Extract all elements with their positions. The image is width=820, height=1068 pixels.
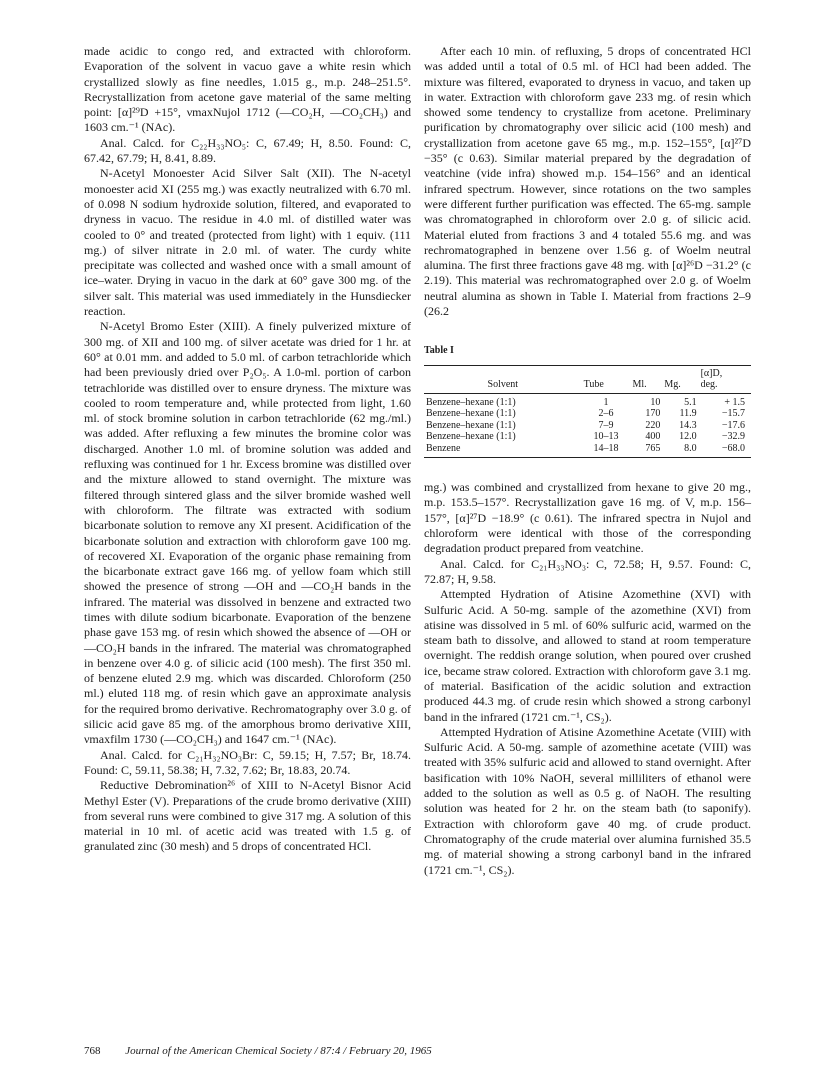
cell-solvent: Benzene–hexane (1:1) bbox=[426, 419, 516, 431]
cell-mg: 12.0 bbox=[679, 431, 697, 443]
table-row bbox=[424, 393, 751, 408]
cell-mg: 5.1 bbox=[684, 396, 697, 408]
col-header-alpha bbox=[699, 365, 751, 393]
cell-ml: 10 bbox=[650, 396, 661, 408]
paragraph: Attempted Hydration of Atisine Azomethine Acetate (VIII) with Sulfuric Acid. A 50-mg. sample of azomethine acetate (VIII) was treated with 35% sulfuric acid and allowed to stand overnight. After basification with 10% NaOH, several milliliters of ethanol were added to the solution as well as 0.5 g. of NaOH. The resulting solution was heated for 2 hr. on the steam bath (to saponify). Extraction with chloroform gave 40 mg. of crude product. Chromatography of the crude material over alumina furnished 35.5 mg. of material showing a strong carbonyl band in the infrared (1721 cm.⁻¹, CS₂). bbox=[424, 724, 751, 877]
left-column bbox=[84, 44, 411, 855]
table-row bbox=[424, 431, 751, 443]
table-row bbox=[424, 420, 751, 432]
right-column bbox=[424, 44, 751, 878]
cell-alpha: −17.6 bbox=[721, 419, 745, 431]
cell-tube: 7–9 bbox=[598, 419, 614, 431]
journal-citation: Journal of the American Chemical Society / 87:4 / February 20, 1965 bbox=[125, 1045, 432, 1057]
col-header-alpha-unit: deg. bbox=[700, 379, 718, 391]
cell-mg: 11.9 bbox=[679, 408, 697, 420]
col-header-tube: Tube bbox=[582, 365, 631, 393]
cell-tube: 1 bbox=[603, 396, 609, 408]
cell-tube: 10–13 bbox=[593, 431, 619, 443]
cell-solvent: Benzene bbox=[426, 442, 461, 454]
cell-mg: 14.3 bbox=[679, 419, 697, 431]
cell-solvent: Benzene–hexane (1:1) bbox=[426, 408, 516, 420]
paragraph: N-Acetyl Monoester Acid Silver Salt (XII). The N-acetyl monoester acid XI (255 mg.) was exactly neutralized with 6.70 ml. of 0.098 N sodium hydroxide solution, filtered, and evaporated to dryness in vacuo. The residue in 4.0 ml. of distilled water was cooled to 0° and treated (protected from light) with 1 equiv. (111 mg.) of silver nitrate in 2.0 ml. of water. The curdy white precipitate was collected and washed once with a small amount of ice–water. Drying in vacuo in the dark at 60° gave 300 mg. of the silver salt. This material was used immediately in the Hunsdiecker reaction. bbox=[84, 166, 411, 319]
paragraph: made acidic to congo red, and extracted with chloroform. Evaporation of the solvent in vacuo gave a white resin which crystallized slowly as fine needles, 1.015 g., m.p. 248–251.5°. Recrystallization from acetone gave material of the same melting point: [α]²⁹D +15°, νmaxNujol 1712 (—CO₂H, —CO₂CH₃) and 1603 cm.⁻¹ (NAc). bbox=[84, 44, 411, 135]
cell-alpha: −15.7 bbox=[721, 408, 745, 420]
paragraph: Attempted Hydration of Atisine Azomethine (XVI) with Sulfuric Acid. A 50-mg. sample of the azomethine (XVI) from atisine was dissolved in 5 ml. of 60% sulfuric acid, warmed on the steam bath to dissolve, and allowed to stand at room temperature overnight. The reddish orange solution, when poured over crushed ice, became straw colored. Extraction with chloroform gave 3.1 mg. of material. Basification of the acidic solution and extraction produced 44.3 mg. of crude resin which showed a strong carbonyl band in the infrared (1721 cm.⁻¹, CS₂). bbox=[424, 587, 751, 724]
paragraph: Reductive Debromination²⁶ of XIII to N-Acetyl Bisnor Acid Methyl Ester (V). Preparations of the crude bromo derivative (XIII) from several runs were combined to give 317 mg. A solution of this material in 10 ml. of acetic acid was treated with 1.5 g. of granulated zinc (30 mesh) and 5 drops of concentrated HCl. bbox=[84, 778, 411, 854]
page-number: 768 bbox=[84, 1045, 101, 1057]
cell-ml: 220 bbox=[645, 419, 661, 431]
cell-mg: 8.0 bbox=[684, 442, 697, 454]
cell-tube: 14–18 bbox=[593, 442, 619, 454]
page-footer bbox=[84, 1045, 432, 1057]
table-header-row bbox=[424, 365, 751, 393]
paragraph: Anal. Calcd. for C₂₁H₃₃NO₃: C, 72.58; H, 9.57. Found: C, 72.87; H, 9.58. bbox=[424, 556, 751, 586]
cell-solvent: Benzene–hexane (1:1) bbox=[426, 431, 516, 443]
paragraph: N-Acetyl Bromo Ester (XIII). A finely pulverized mixture of 300 mg. of XII and 100 mg. of silver acetate was dried for 1 hr. at 60° at 0.01 mm. and added to 5.0 ml. of carbon tetrachloride which had been previously dried over P₂O₅. A 1.0-ml. portion of carbon tetrachloride was distilled over to ensure dryness. The mixture was cooled to room temperature and, while protected from light, 1.60 ml. of stock bromine solution in carbon tetrachloride (62 mg./ml.) was added. After refluxing a few minutes the bromine color was discharged. Another 1.0 ml. of bromine solution was added and refluxing was continued for 1 hr. Excess bromine was distilled over and the mixture allowed to stand overnight. The mixture was filtered through sintered glass and the silver bromide washed well with chloroform. The filtrate was extracted with sodium bicarbonate solution to remove any XI present. Acidification of the bicarbonate solution and extraction with chloroform gave 100 mg. of recovered XI. Evaporation of the organic phase remaining from the bicarbonate extract gave 166 mg. of yellow foam which still showed the presence of strong —OH and —CO₂H bands in the infrared. The material was dissolved in benzene and extracted two times with dilute sodium bicarbonate. Evaporation of the benzene phase gave 153 mg. of resin which showed the absence of —OH or —CO₂H bands in the infrared. The material was chromatographed in benzene over 4.0 g. of silicic acid (100 mesh). The first 350 ml. of benzene eluted 2.9 mg. which was discarded. Chloroform (250 ml.) eluted 118 mg. of resin which gave an approximate analysis for the required bromo derivative. Rechromatography over 3.0 g. of silicic acid gave 85 mg. of the amorphous bromo derivative XIII, νmaxfilm 1730 (—CO₂CH₃) and 1647 cm.⁻¹ (NAc). bbox=[84, 319, 411, 747]
cell-solvent: Benzene–hexane (1:1) bbox=[426, 396, 516, 408]
cell-ml: 765 bbox=[645, 442, 661, 454]
cell-alpha: + 1.5 bbox=[724, 396, 745, 408]
col-header-ml: Ml. bbox=[630, 365, 662, 393]
data-table bbox=[424, 365, 751, 459]
paragraph: Anal. Calcd. for C₂₂H₃₃NO₅: C, 67.49; H, 8.50. Found: C, 67.42, 67.79; H, 8.41, 8.89. bbox=[84, 135, 411, 166]
paragraph: After each 10 min. of refluxing, 5 drops of concentrated HCl was added until a total of 0.5 ml. of HCl had been added. The mixture was filtered, evaporated to dryness in vacuo, and taken up in water. Extraction with chloroform gave 233 mg. of resin which showed some tendency to crystallize from acetone. Preliminary purification by chromatography over silicic acid (100 mesh) and crystallization from acetone gave 65 mg., m.p. 152–155°, [α]²⁷D −35° (c 0.63). Similar material prepared by the degradation of veatchine (vide infra) showed m.p. 154–156° and an identical infrared spectrum. However, since rotations on the two samples were different further purification was effected. The 65-mg. sample was chromatographed in chloroform over 2.0 g. of silicic acid. Material eluted from fractions 3 and 4 totaled 55.6 mg. and was rechromatographed in benzene over 1.56 g. of Woelm neutral alumina. The first three fractions gave 48 mg. with [α]²⁶D −31.2° (c 2.19). This material was rechromatographed over 2.0 g. of Woelm neutral alumina as shown in Table I. Material from fractions 2–9 (26.2 bbox=[424, 44, 751, 319]
cell-tube: 2–6 bbox=[598, 408, 614, 420]
cell-alpha: −68.0 bbox=[721, 442, 745, 454]
cell-ml: 170 bbox=[645, 408, 661, 420]
table-row bbox=[424, 408, 751, 420]
col-header-solvent: Solvent bbox=[424, 365, 582, 393]
table-title: Table I bbox=[424, 345, 454, 357]
paragraph: Anal. Calcd. for C₂₁H₃₂NO₃Br: C, 59.15; H, 7.57; Br, 18.74. Found: C, 59.11, 58.38; H, 7.32, 7.62; Br, 18.83, 20.74. bbox=[84, 747, 411, 777]
table-row bbox=[424, 443, 751, 458]
col-header-mg: Mg. bbox=[662, 365, 698, 393]
cell-ml: 400 bbox=[645, 431, 661, 443]
cell-alpha: −32.9 bbox=[721, 431, 745, 443]
paragraph: mg.) was combined and crystallized from hexane to give 20 mg., m.p. 153.5–157°. Recrystallization gave 16 mg. of V, m.p. 156–157°, [α]²⁷D −18.9° (c 0.61). The infrared spectra in Nujol and chloroform were identical with those of the corresponding degradation product prepared from veatchine. bbox=[424, 480, 751, 556]
col-header-alpha-label: [α]D, bbox=[700, 367, 723, 379]
